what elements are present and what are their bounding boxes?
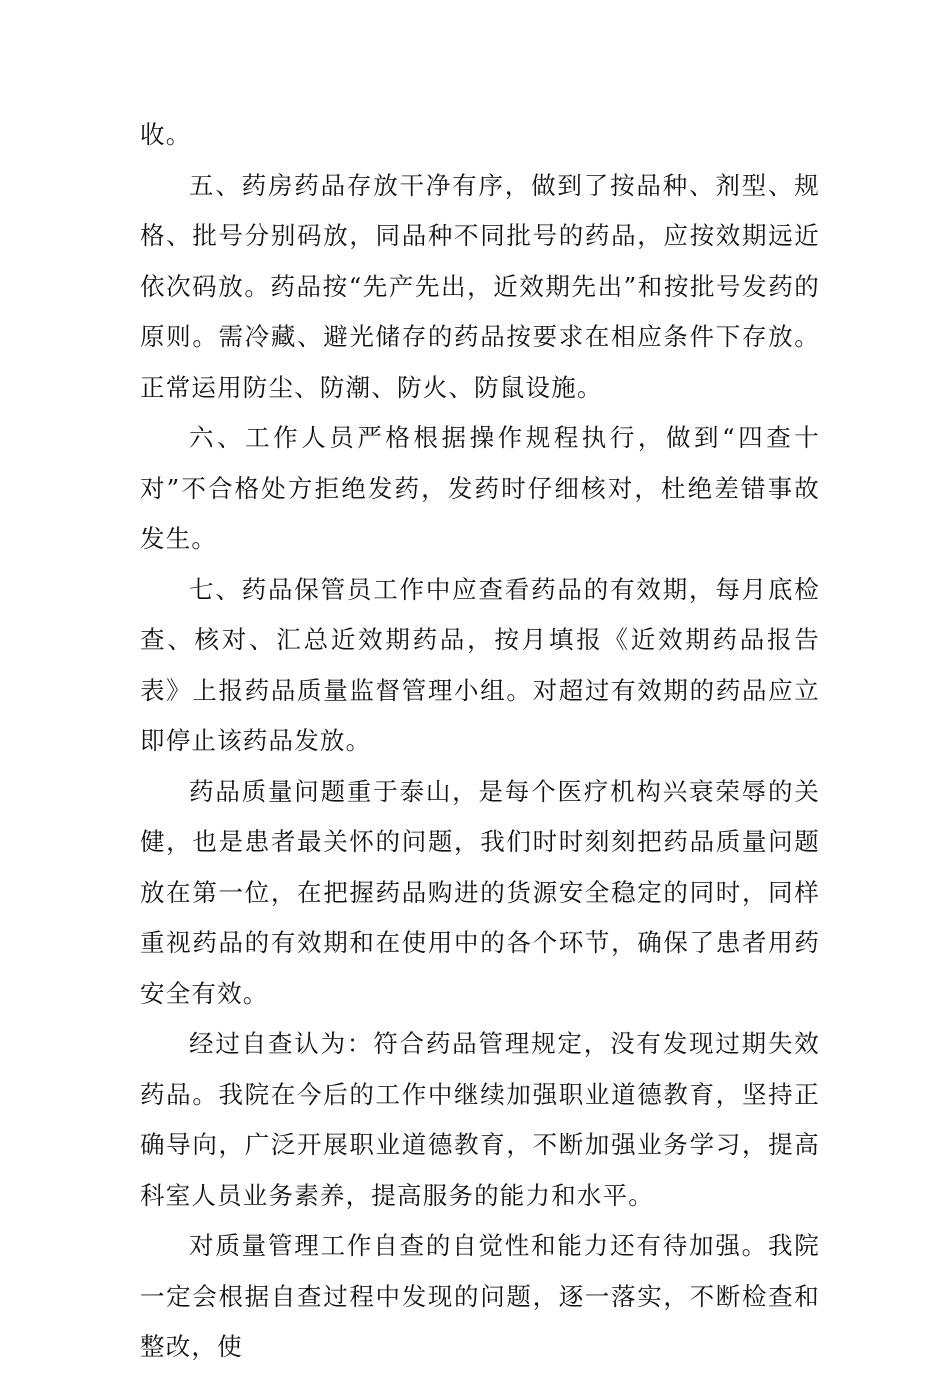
paragraph-quality-importance: 药品质量问题重于泰山，是每个医疗机构兴衰荣辱的关健，也是患者最关怀的问题，我们时时刻刻把药品质量问题放在第一位，在把握药品购进的货源安全稳定的同时，同样重视药品的有效期和在使用中的各个环节，确保了患者用药安全有效。 xyxy=(140,776,820,1008)
paragraph-item-6: 六、工作人员严格根据操作规程执行，做到“四查十对”不合格处方拒绝发药，发药时仔细核对，杜绝差错事故发生。 xyxy=(140,423,820,553)
paragraph-improvement: 对质量管理工作自查的自觉性和能力还有待加强。我院一定会根据自查过程中发现的问题，逐一落实，不断检查和整改，使 xyxy=(140,1231,820,1361)
document-body xyxy=(140,110,820,1373)
paragraph-self-check-result: 经过自查认为：符合药品管理规定，没有发现过期失效药品。我院在今后的工作中继续加强职业道德教育，坚持正确导向，广泛开展职业道德教育，不断加强业务学习，提高科室人员业务素养，提高服务的能力和水平。 xyxy=(140,1029,820,1210)
paragraph-item-5: 五、药房药品存放干净有序，做到了按品种、剂型、规格、批号分别码放，同品种不同批号的药品，应按效期远近依次码放。药品按“先产先出，近效期先出”和按批号发药的原则。需冷藏、避光储存的药品按要求在相应条件下存放。正常运用防尘、防潮、防火、防鼠设施。 xyxy=(140,170,820,402)
paragraph-item-7: 七、药品保管员工作中应查看药品的有效期，每月底检查、核对、汇总近效期药品，按月填报《近效期药品报告表》上报药品质量监督管理小组。对超过有效期的药品应立即停止该药品发放。 xyxy=(140,574,820,755)
paragraph-continuation: 收。 xyxy=(140,120,192,149)
